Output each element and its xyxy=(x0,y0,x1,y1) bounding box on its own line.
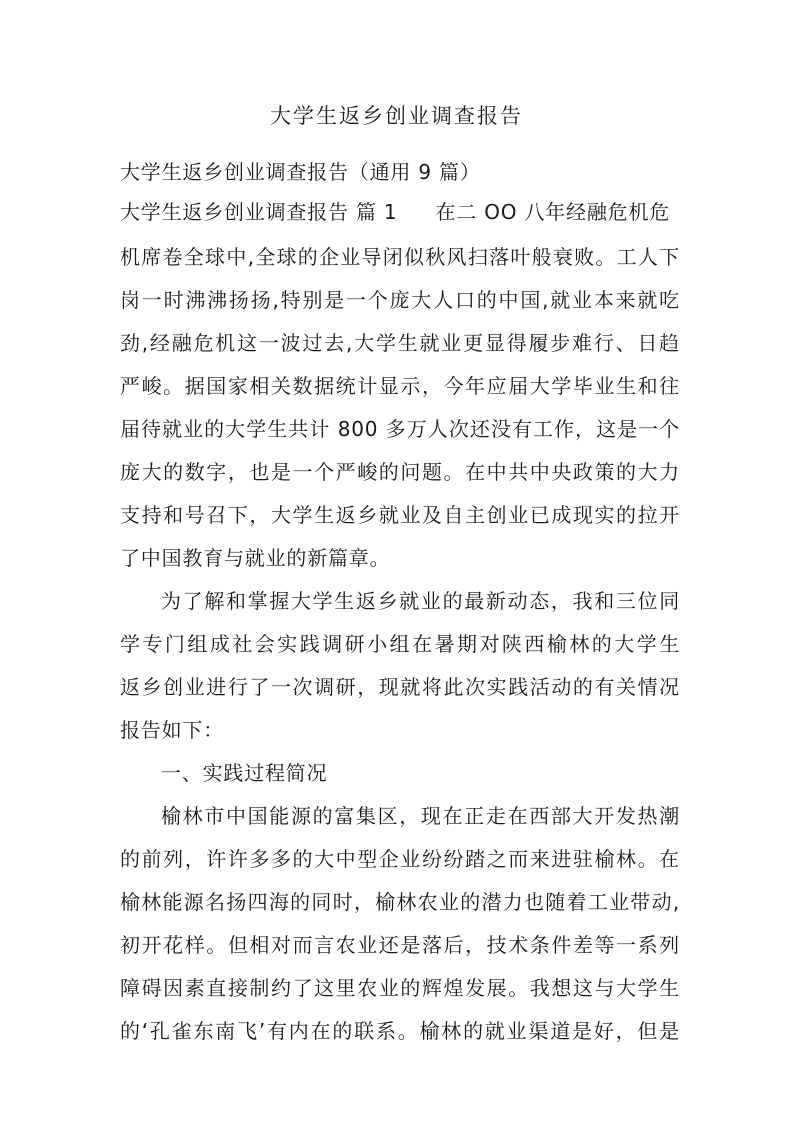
paragraph-line: 为了解和掌握大学生返乡就业的最新动态，我和三位同 xyxy=(161,589,680,613)
paragraph-line: 庞大的数字，也是一个严峻的问题。在中共中央政策的大力 xyxy=(120,460,680,484)
paragraph-line: 劲,经融危机这一波过去,大学生就业更显得履步难行、日趋 xyxy=(120,331,680,355)
paragraph-line: 支持和号召下，大学生返乡就业及自主创业已成现实的拉开 xyxy=(120,503,680,527)
paragraph-line: 机席卷全球中,全球的企业导闭似秋风扫落叶般衰败。工人下 xyxy=(120,245,680,269)
paragraph-line: 的前列，许许多多的大中型企业纷纷踏之而来进驻榆林。在 xyxy=(120,847,680,871)
paragraph-line: 的‘孔雀东南飞’有内在的联系。榆林的就业渠道是好，但是 xyxy=(120,1019,680,1043)
paragraph-line: 榆林市中国能源的富集区，现在正走在西部大开发热潮 xyxy=(161,804,680,828)
paragraph-line: 初开花样。但相对而言农业还是落后，技术条件差等一系列 xyxy=(120,933,680,957)
paragraph-line: 榆林能源名扬四海的同时，榆林农业的潜力也随着工业带动, xyxy=(120,890,680,914)
paragraph-line: 报告如下： xyxy=(120,718,224,742)
paragraph-line: 岗一时沸沸扬扬,特别是一个庞大人口的中国,就业本来就吃 xyxy=(120,288,680,312)
paragraph-line: 障碍因素直接制约了这里农业的辉煌发展。我想这与大学生 xyxy=(120,976,680,1000)
paragraph-line: 学专门组成社会实践调研小组在暑期对陕西榆林的大学生 xyxy=(120,632,680,656)
section-first-line xyxy=(120,197,680,227)
section-heading-practice: 一、实践过程简况 xyxy=(161,761,328,785)
paragraph-line: 届待就业的大学生共计 800 多万人次还没有工作，这是一个 xyxy=(120,417,680,441)
paragraph-line: 严峻。据国家相关数据统计显示，今年应届大学毕业生和往 xyxy=(120,374,680,398)
section-heading: 大学生返乡创业调查报告 篇 1 xyxy=(120,200,398,224)
paragraph-line: 返乡创业进行了一次调研，现就将此次实践活动的有关情况 xyxy=(120,675,680,699)
document-title: 大学生返乡创业调查报告 xyxy=(270,104,523,128)
paragraph-line: 在二 OO 八年经融危机危 xyxy=(435,200,671,224)
paragraph-line: 了中国教育与就业的新篇章。 xyxy=(120,546,391,570)
document-subtitle: 大学生返乡创业调查报告（通用 9 篇） xyxy=(120,160,481,184)
